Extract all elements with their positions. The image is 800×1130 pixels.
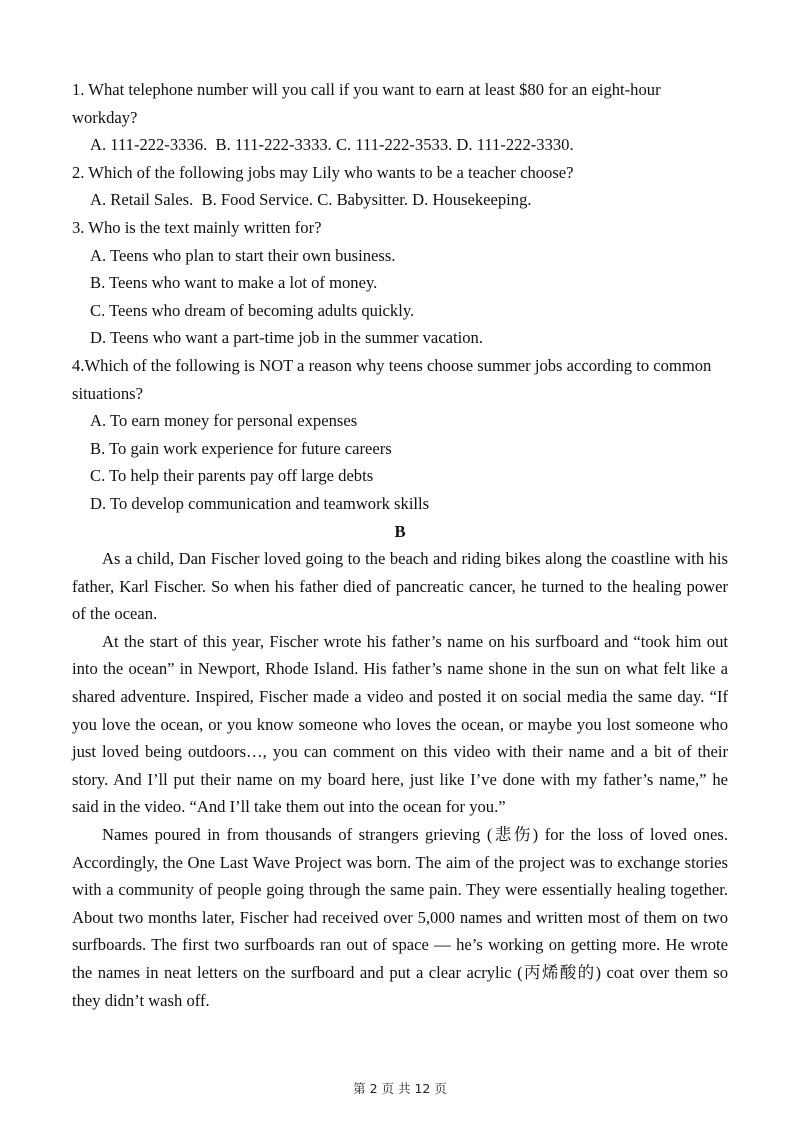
passage-paragraph: Names poured in from thousands of strangers grieving (悲伤) for the loss of loved ones. Accordingly, the One Last Wave Project was born. The aim of the project was to exchange stories with a community of people going through the same pain. They were essentially healing together. About two months later, Fischer had received over 5,000 names and written most of them on two surfboards. The first two surfboards ran out of space — he’s working on getting more. He wrote the names in neat letters on the surfboard and put a clear acrylic (丙烯酸的) coat over them so they didn’t wash off. [72, 825, 728, 1010]
question-2-stem: 2. Which of the following jobs may Lily who wants to be a teacher choose? [72, 162, 574, 182]
question-4-option-d: D. To develop communication and teamwork skills [90, 493, 430, 513]
question-4-stem: 4.Which of the following is NOT a reason why teens choose summer jobs according to common situations? [72, 355, 712, 403]
question-1-stem: 1. What telephone number will you call if you want to earn at least $80 for an eight-hour workday? [72, 80, 661, 127]
question-4-option-b: B. To gain work experience for future careers [90, 438, 392, 458]
question-4-option-a: A. To earn money for personal expenses [90, 411, 358, 431]
question-3-option-b: B. Teens who want to make a lot of money. [90, 273, 378, 293]
passage-paragraph: As a child, Dan Fischer loved going to the beach and riding bikes along the coastline with his father, Karl Fischer. So when his father died of pancreatic cancer, he turned to the healing power of the ocean. [72, 549, 728, 624]
question-2-options: A. Retail Sales. B. Food Service. C. Babysitter. D. Housekeeping. [90, 190, 532, 210]
question-3-stem: 3. Who is the text mainly written for? [72, 217, 322, 237]
question-1-options: A. 111-222-3336. B. 111-222-3333. C. 111-222-3533. D. 111-222-3330. [90, 135, 574, 155]
page-number-footer: 第 2 页 共 12 页 [353, 1081, 447, 1096]
section-heading: B [394, 521, 406, 541]
question-4-option-c: C. To help their parents pay off large debts [90, 466, 374, 486]
question-3-option-a: A. Teens who plan to start their own business. [90, 245, 396, 265]
document-page [0, 76, 800, 1014]
question-3-option-d: D. Teens who want a part-time job in the summer vacation. [90, 328, 483, 348]
passage-paragraph: At the start of this year, Fischer wrote his father’s name on his surfboard and “took him out into the ocean” in Newport, Rhode Island. His father’s name shone in the sun on what felt like a shared adventure. Inspired, Fischer made a video and posted it on social media the same day. “If you love the ocean, or you know someone who loves the ocean, or maybe you lost someone who just loved being outdoors…, you can comment on this video with their name and a bit of their story. And I’ll put their name on my board here, just like I’ve done with my father’s name,” he said in the video. “And I’ll take them out into the ocean for you.” [72, 631, 728, 817]
question-3-option-c: C. Teens who dream of becoming adults quickly. [90, 300, 415, 320]
